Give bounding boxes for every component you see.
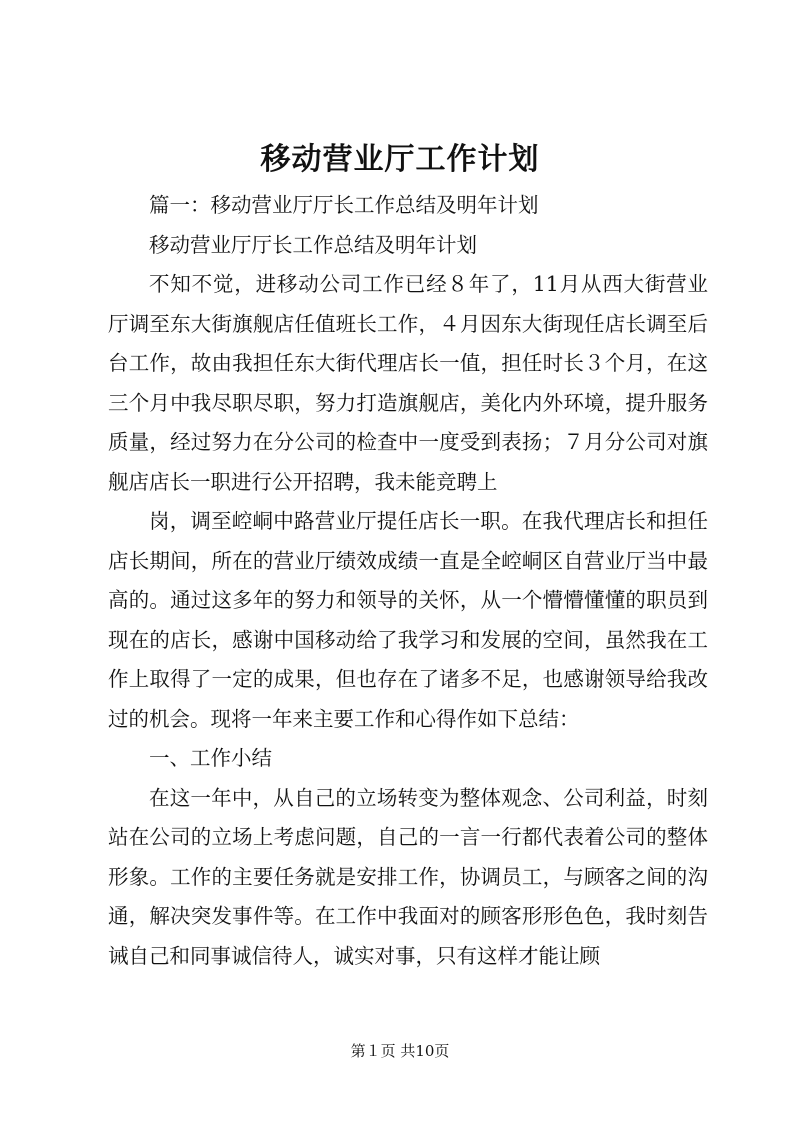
section-heading: 篇一：移动营业厅厅长工作总结及明年计划 [149,193,539,217]
document-title: 移动营业厅工作计划 [260,142,540,177]
section-heading: 一、工作小结 [149,746,272,770]
body-paragraph: 不知不觉，进移动公司工作已经８年了，11月从西大街营业厅调至东大街旗舰店任值班长工作，４月因东大街现任店长调至后台工作，故由我担任东大街代理店长一值，担任时长３个月，在这三个月中我尽职尽职，努力打造旗舰店，美化内外环境，提升服务质量，经过努力在分公司的检查中一度受到表扬；７月分公司对旗舰店店长一职进行公开招聘，我未能竞聘上 [108,272,708,494]
body-paragraph: 岗，调至崆峒中路营业厅提任店长一职。在我代理店长和担任店长期间，所在的营业厅绩效成绩一直是全崆峒区自营业厅当中最高的。通过这多年的努力和领导的关怀，从一个懵懵懂懂的职员到现在的店长，感谢中国移动给了我学习和发展的空间，虽然我在工作上取得了一定的成果，但也存在了诸多不足，也感谢领导给我改过的机会。现将一年来主要工作和心得作如下总结： [108,509,708,731]
subtitle-paragraph: 移动营业厅厅长工作总结及明年计划 [149,232,477,257]
page-footer: 第１页 共10页 [350,1042,450,1060]
body-paragraph: 在这一年中，从自己的立场转变为整体观念、公司利益，时刻站在公司的立场上考虑问题，自己的一言一行都代表着公司的整体形象。工作的主要任务就是安排工作，协调员工，与顾客之间的沟通，解决突发事件等。在工作中我面对的顾客形形色色，我时刻告诫自己和同事诚信待人，诚实对事，只有这样才能让顾 [108,785,708,968]
document-body [108,186,708,976]
